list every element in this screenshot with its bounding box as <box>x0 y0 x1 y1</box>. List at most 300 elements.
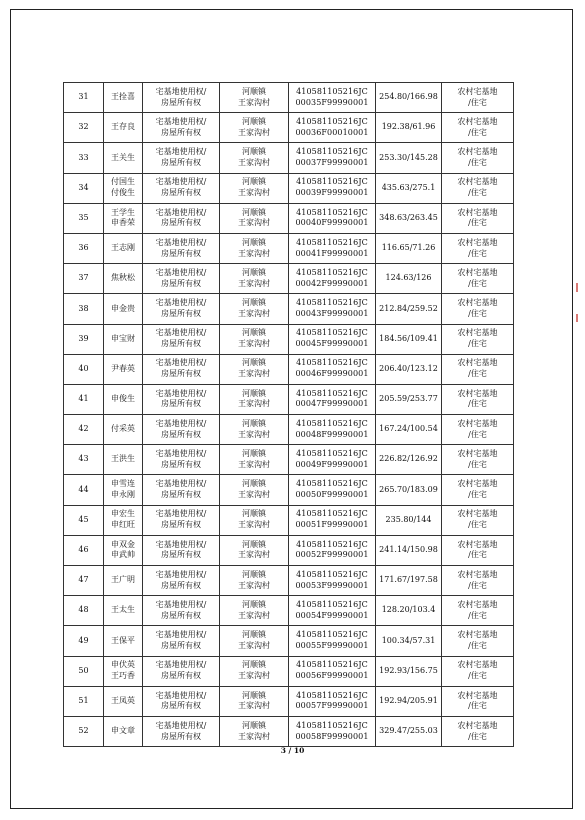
cell-number: 35 <box>64 203 104 233</box>
cell-usage-line: 农村宅基地 <box>457 690 498 700</box>
cell-unit-code <box>289 354 376 384</box>
cell-area: 192.38/61.96 <box>376 113 442 143</box>
cell-location-line: 王家沟村 <box>238 369 270 379</box>
cell-usage <box>442 143 514 173</box>
cell-usage-line: /住宅 <box>468 97 487 107</box>
cell-unit-code-line: 00049F99990001 <box>295 459 369 469</box>
cell-right-type-line: 房屋所有权 <box>161 520 201 530</box>
cell-owner-name <box>104 596 143 626</box>
cell-usage-line: 农村宅基地 <box>457 509 498 519</box>
cell-owner-name <box>104 384 143 414</box>
cell-unit-code-line: 410581105216JC <box>296 539 368 549</box>
cell-right-type-line: 房屋所有权 <box>161 640 201 650</box>
cell-owner-name-line: 王凤英 <box>111 695 135 705</box>
cell-location-line: 河顺镇 <box>242 660 266 670</box>
cell-unit-code <box>289 203 376 233</box>
table-row <box>64 445 514 475</box>
cell-location-line: 王家沟村 <box>238 640 270 650</box>
cell-unit-code-line: 00047F99990001 <box>295 399 369 409</box>
table-row <box>64 686 514 716</box>
cell-owner-name-line: 王志刚 <box>111 243 135 253</box>
cell-owner-name <box>104 656 143 686</box>
cell-right-type-line: 宅基地使用权/ <box>155 267 207 277</box>
table-row <box>64 475 514 505</box>
cell-right-type-line: 宅基地使用权/ <box>155 147 207 157</box>
cell-right-type <box>143 354 220 384</box>
cell-location-line: 王家沟村 <box>238 127 270 137</box>
cell-location-line: 河顺镇 <box>242 539 266 549</box>
cell-unit-code-line: 00053F99990001 <box>295 580 369 590</box>
page-number: 3 / 10 <box>280 746 305 755</box>
cell-right-type-line: 房屋所有权 <box>161 308 201 318</box>
cell-owner-name-line: 王洪生 <box>111 454 135 464</box>
cell-location-line: 王家沟村 <box>238 157 270 167</box>
cell-owner-name-line: 申雪连 <box>111 479 135 489</box>
cell-location-line: 河顺镇 <box>242 630 266 640</box>
cell-right-type <box>143 535 220 565</box>
cell-owner-name-line: 申红旺 <box>111 520 135 530</box>
scan-edge-mark <box>576 283 578 292</box>
cell-unit-code-line: 410581105216JC <box>296 328 368 338</box>
cell-unit-code <box>289 566 376 596</box>
cell-owner-name <box>104 566 143 596</box>
cell-usage-line: /住宅 <box>468 580 487 590</box>
cell-right-type <box>143 83 220 113</box>
cell-owner-name-line: 申双金 <box>111 539 135 549</box>
cell-usage-line: /住宅 <box>468 429 487 439</box>
cell-usage-line: /住宅 <box>468 610 487 620</box>
cell-usage <box>442 203 514 233</box>
cell-area: 226.82/126.92 <box>376 445 442 475</box>
table-row <box>64 113 514 143</box>
cell-usage-line: 农村宅基地 <box>457 177 498 187</box>
cell-right-type-line: 宅基地使用权/ <box>155 116 207 126</box>
cell-right-type <box>143 384 220 414</box>
cell-right-type-line: 宅基地使用权/ <box>155 630 207 640</box>
cell-unit-code-line: 00054F99990001 <box>295 610 369 620</box>
cell-location <box>220 566 289 596</box>
cell-owner-name <box>104 535 143 565</box>
cell-number: 50 <box>64 656 104 686</box>
cell-owner-name-line: 申香荣 <box>111 218 135 228</box>
cell-unit-code-line: 410581105216JC <box>296 690 368 700</box>
cell-location-line: 河顺镇 <box>242 599 266 609</box>
cell-area: 116.65/71.26 <box>376 233 442 263</box>
cell-owner-name <box>104 505 143 535</box>
cell-right-type <box>143 566 220 596</box>
cell-usage-line: 农村宅基地 <box>457 298 498 308</box>
cell-owner-name-line: 付俊生 <box>111 188 135 198</box>
cell-location <box>220 686 289 716</box>
cell-usage <box>442 535 514 565</box>
cell-number: 51 <box>64 686 104 716</box>
cell-location-line: 河顺镇 <box>242 237 266 247</box>
cell-unit-code-line: 410581105216JC <box>296 449 368 459</box>
cell-unit-code <box>289 143 376 173</box>
cell-usage <box>442 475 514 505</box>
cell-unit-code-line: 410581105216JC <box>296 237 368 247</box>
cell-location-line: 河顺镇 <box>242 328 266 338</box>
cell-number: 41 <box>64 384 104 414</box>
table-row <box>64 415 514 445</box>
table-row <box>64 656 514 686</box>
cell-location-line: 河顺镇 <box>242 509 266 519</box>
cell-unit-code <box>289 535 376 565</box>
cell-right-type-line: 宅基地使用权/ <box>155 660 207 670</box>
cell-owner-name <box>104 415 143 445</box>
cell-unit-code <box>289 384 376 414</box>
cell-right-type-line: 房屋所有权 <box>161 701 201 711</box>
cell-location-line: 王家沟村 <box>238 188 270 198</box>
cell-usage-line: 农村宅基地 <box>457 358 498 368</box>
cell-right-type <box>143 324 220 354</box>
table-row <box>64 354 514 384</box>
cell-right-type-line: 宅基地使用权/ <box>155 298 207 308</box>
table-row <box>64 294 514 324</box>
cell-usage-line: /住宅 <box>468 248 487 258</box>
cell-right-type-line: 房屋所有权 <box>161 188 201 198</box>
cell-right-type-line: 房屋所有权 <box>161 97 201 107</box>
registry-table-body <box>64 83 514 747</box>
cell-usage-line: /住宅 <box>468 127 487 137</box>
cell-usage-line: 农村宅基地 <box>457 207 498 217</box>
cell-usage <box>442 415 514 445</box>
cell-usage <box>442 566 514 596</box>
cell-area: 329.47/255.03 <box>376 716 442 746</box>
cell-unit-code-line: 410581105216JC <box>296 207 368 217</box>
cell-owner-name-line: 付采英 <box>111 424 135 434</box>
cell-usage-line: /住宅 <box>468 520 487 530</box>
cell-unit-code-line: 410581105216JC <box>296 630 368 640</box>
cell-location <box>220 143 289 173</box>
cell-usage-line: /住宅 <box>468 671 487 681</box>
table-row <box>64 83 514 113</box>
cell-number: 38 <box>64 294 104 324</box>
cell-location-line: 河顺镇 <box>242 720 266 730</box>
cell-right-type-line: 房屋所有权 <box>161 580 201 590</box>
cell-usage-line: /住宅 <box>468 339 487 349</box>
cell-location <box>220 445 289 475</box>
cell-location-line: 河顺镇 <box>242 690 266 700</box>
cell-right-type-line: 房屋所有权 <box>161 671 201 681</box>
table-row <box>64 143 514 173</box>
cell-right-type-line: 房屋所有权 <box>161 490 201 500</box>
cell-location-line: 王家沟村 <box>238 671 270 681</box>
cell-unit-code <box>289 233 376 263</box>
table-row <box>64 173 514 203</box>
cell-right-type-line: 宅基地使用权/ <box>155 720 207 730</box>
cell-area: 205.59/253.77 <box>376 384 442 414</box>
cell-location-line: 王家沟村 <box>238 731 270 741</box>
cell-right-type-line: 房屋所有权 <box>161 369 201 379</box>
property-registry-table <box>63 82 514 747</box>
cell-unit-code-line: 00043F99990001 <box>295 308 369 318</box>
cell-location <box>220 656 289 686</box>
cell-area: 265.70/183.09 <box>376 475 442 505</box>
cell-right-type-line: 房屋所有权 <box>161 731 201 741</box>
cell-usage <box>442 173 514 203</box>
cell-area: 253.30/145.28 <box>376 143 442 173</box>
cell-unit-code <box>289 294 376 324</box>
cell-owner-name <box>104 143 143 173</box>
cell-unit-code <box>289 716 376 746</box>
cell-right-type-line: 宅基地使用权/ <box>155 449 207 459</box>
cell-owner-name <box>104 716 143 746</box>
cell-unit-code <box>289 626 376 656</box>
cell-right-type-line: 房屋所有权 <box>161 218 201 228</box>
cell-area: 241.14/150.98 <box>376 535 442 565</box>
cell-unit-code-line: 410581105216JC <box>296 479 368 489</box>
cell-location <box>220 535 289 565</box>
cell-usage <box>442 686 514 716</box>
cell-usage-line: 农村宅基地 <box>457 147 498 157</box>
cell-unit-code-line: 00052F99990001 <box>295 550 369 560</box>
cell-right-type-line: 房屋所有权 <box>161 127 201 137</box>
cell-area: 167.24/100.54 <box>376 415 442 445</box>
cell-location <box>220 626 289 656</box>
cell-location-line: 王家沟村 <box>238 218 270 228</box>
cell-location <box>220 264 289 294</box>
cell-usage-line: 农村宅基地 <box>457 116 498 126</box>
cell-usage-line: /住宅 <box>468 218 487 228</box>
cell-location-line: 王家沟村 <box>238 550 270 560</box>
cell-usage <box>442 716 514 746</box>
cell-unit-code-line: 410581105216JC <box>296 660 368 670</box>
cell-right-type-line: 宅基地使用权/ <box>155 388 207 398</box>
cell-right-type-line: 房屋所有权 <box>161 157 201 167</box>
cell-owner-name <box>104 113 143 143</box>
cell-unit-code-line: 00041F99990001 <box>295 248 369 258</box>
cell-owner-name <box>104 173 143 203</box>
cell-right-type-line: 房屋所有权 <box>161 399 201 409</box>
cell-right-type <box>143 143 220 173</box>
cell-unit-code-line: 410581105216JC <box>296 298 368 308</box>
cell-area: 124.63/126 <box>376 264 442 294</box>
cell-owner-name-line: 王保平 <box>111 635 135 645</box>
cell-owner-name-line: 焦秋松 <box>111 273 135 283</box>
cell-usage-line: 农村宅基地 <box>457 388 498 398</box>
cell-usage-line: /住宅 <box>468 731 487 741</box>
cell-unit-code-line: 00035F99990001 <box>295 97 369 107</box>
cell-owner-name <box>104 475 143 505</box>
cell-number: 36 <box>64 233 104 263</box>
cell-location-line: 河顺镇 <box>242 147 266 157</box>
cell-usage-line: 农村宅基地 <box>457 449 498 459</box>
cell-right-type <box>143 505 220 535</box>
cell-usage-line: /住宅 <box>468 369 487 379</box>
cell-location-line: 河顺镇 <box>242 298 266 308</box>
cell-unit-code-line: 00037F99990001 <box>295 157 369 167</box>
cell-number: 39 <box>64 324 104 354</box>
cell-owner-name <box>104 294 143 324</box>
cell-number: 44 <box>64 475 104 505</box>
cell-unit-code-line: 410581105216JC <box>296 358 368 368</box>
cell-unit-code-line: 410581105216JC <box>296 509 368 519</box>
cell-number: 37 <box>64 264 104 294</box>
cell-location-line: 王家沟村 <box>238 308 270 318</box>
cell-unit-code <box>289 445 376 475</box>
cell-location-line: 河顺镇 <box>242 358 266 368</box>
cell-owner-name-line: 尹春英 <box>111 363 135 373</box>
cell-unit-code-line: 00036F00010001 <box>295 127 369 137</box>
cell-location-line: 河顺镇 <box>242 418 266 428</box>
cell-location <box>220 716 289 746</box>
table-row <box>64 203 514 233</box>
scan-edge-mark <box>576 314 578 322</box>
cell-location <box>220 173 289 203</box>
cell-area: 254.80/166.98 <box>376 83 442 113</box>
cell-unit-code <box>289 264 376 294</box>
cell-owner-name <box>104 324 143 354</box>
cell-unit-code <box>289 656 376 686</box>
cell-right-type <box>143 475 220 505</box>
cell-unit-code-line: 410581105216JC <box>296 116 368 126</box>
cell-unit-code <box>289 596 376 626</box>
cell-location-line: 河顺镇 <box>242 86 266 96</box>
cell-right-type-line: 房屋所有权 <box>161 459 201 469</box>
cell-unit-code-line: 00042F99990001 <box>295 278 369 288</box>
cell-owner-name-line: 申金贵 <box>111 303 135 313</box>
table-row <box>64 626 514 656</box>
cell-usage-line: 农村宅基地 <box>457 720 498 730</box>
cell-location <box>220 505 289 535</box>
cell-owner-name <box>104 686 143 716</box>
cell-owner-name <box>104 203 143 233</box>
cell-area: 206.40/123.12 <box>376 354 442 384</box>
table-row <box>64 566 514 596</box>
cell-owner-name <box>104 264 143 294</box>
cell-location-line: 王家沟村 <box>238 459 270 469</box>
cell-number: 47 <box>64 566 104 596</box>
cell-owner-name-line: 申俊生 <box>111 394 135 404</box>
cell-location-line: 王家沟村 <box>238 278 270 288</box>
cell-owner-name <box>104 445 143 475</box>
cell-area: 212.84/259.52 <box>376 294 442 324</box>
cell-usage <box>442 656 514 686</box>
cell-location-line: 王家沟村 <box>238 490 270 500</box>
cell-right-type-line: 宅基地使用权/ <box>155 177 207 187</box>
cell-area: 435.63/275.1 <box>376 173 442 203</box>
cell-usage-line: /住宅 <box>468 459 487 469</box>
cell-right-type-line: 宅基地使用权/ <box>155 599 207 609</box>
cell-right-type <box>143 656 220 686</box>
cell-unit-code-line: 00055F99990001 <box>295 640 369 650</box>
cell-location-line: 河顺镇 <box>242 388 266 398</box>
cell-right-type-line: 宅基地使用权/ <box>155 358 207 368</box>
cell-usage-line: 农村宅基地 <box>457 418 498 428</box>
cell-owner-name-line: 王拴喜 <box>111 92 135 102</box>
table-row <box>64 324 514 354</box>
cell-right-type <box>143 264 220 294</box>
cell-unit-code <box>289 83 376 113</box>
cell-right-type <box>143 445 220 475</box>
cell-usage-line: 农村宅基地 <box>457 630 498 640</box>
cell-usage <box>442 324 514 354</box>
cell-usage <box>442 264 514 294</box>
cell-unit-code <box>289 475 376 505</box>
cell-number: 48 <box>64 596 104 626</box>
cell-usage-line: /住宅 <box>468 188 487 198</box>
cell-unit-code-line: 00040F99990001 <box>295 218 369 228</box>
cell-unit-code-line: 410581105216JC <box>296 388 368 398</box>
cell-owner-name-line: 付国生 <box>111 177 135 187</box>
cell-usage <box>442 233 514 263</box>
cell-number: 42 <box>64 415 104 445</box>
cell-usage-line: /住宅 <box>468 490 487 500</box>
cell-right-type <box>143 113 220 143</box>
cell-usage <box>442 354 514 384</box>
cell-unit-code-line: 00051F99990001 <box>295 520 369 530</box>
cell-usage <box>442 384 514 414</box>
cell-right-type <box>143 626 220 656</box>
cell-location <box>220 354 289 384</box>
cell-owner-name-line: 申文章 <box>111 726 135 736</box>
cell-right-type <box>143 294 220 324</box>
cell-usage-line: 农村宅基地 <box>457 599 498 609</box>
cell-location <box>220 384 289 414</box>
cell-usage <box>442 445 514 475</box>
cell-area: 192.94/205.91 <box>376 686 442 716</box>
cell-unit-code-line: 00058F99990001 <box>295 731 369 741</box>
cell-unit-code <box>289 686 376 716</box>
table-row <box>64 384 514 414</box>
table-row <box>64 716 514 746</box>
cell-usage <box>442 113 514 143</box>
cell-right-type-line: 宅基地使用权/ <box>155 328 207 338</box>
cell-unit-code <box>289 173 376 203</box>
cell-location <box>220 294 289 324</box>
table-row <box>64 233 514 263</box>
cell-right-type-line: 宅基地使用权/ <box>155 237 207 247</box>
cell-number: 46 <box>64 535 104 565</box>
cell-unit-code <box>289 113 376 143</box>
cell-location-line: 王家沟村 <box>238 339 270 349</box>
cell-number: 32 <box>64 113 104 143</box>
cell-usage-line: 农村宅基地 <box>457 237 498 247</box>
cell-right-type-line: 宅基地使用权/ <box>155 539 207 549</box>
cell-location <box>220 475 289 505</box>
cell-location-line: 王家沟村 <box>238 429 270 439</box>
cell-location <box>220 324 289 354</box>
cell-usage <box>442 626 514 656</box>
cell-right-type-line: 房屋所有权 <box>161 248 201 258</box>
cell-owner-name-line: 申永刚 <box>111 490 135 500</box>
cell-owner-name-line: 王巧香 <box>111 671 135 681</box>
cell-number: 49 <box>64 626 104 656</box>
table-row <box>64 535 514 565</box>
cell-unit-code-line: 00045F99990001 <box>295 339 369 349</box>
cell-location-line: 王家沟村 <box>238 97 270 107</box>
cell-right-type-line: 房屋所有权 <box>161 278 201 288</box>
cell-unit-code-line: 00046F99990001 <box>295 369 369 379</box>
cell-unit-code-line: 410581105216JC <box>296 569 368 579</box>
cell-usage-line: 农村宅基地 <box>457 267 498 277</box>
cell-location-line: 王家沟村 <box>238 610 270 620</box>
cell-owner-name <box>104 626 143 656</box>
table-row <box>64 505 514 535</box>
cell-usage-line: /住宅 <box>468 701 487 711</box>
cell-location-line: 王家沟村 <box>238 399 270 409</box>
cell-location-line: 王家沟村 <box>238 520 270 530</box>
table-row <box>64 596 514 626</box>
cell-usage-line: /住宅 <box>468 399 487 409</box>
cell-unit-code <box>289 505 376 535</box>
cell-right-type <box>143 173 220 203</box>
cell-usage-line: 农村宅基地 <box>457 569 498 579</box>
cell-right-type-line: 宅基地使用权/ <box>155 690 207 700</box>
cell-location <box>220 113 289 143</box>
cell-right-type-line: 房屋所有权 <box>161 429 201 439</box>
